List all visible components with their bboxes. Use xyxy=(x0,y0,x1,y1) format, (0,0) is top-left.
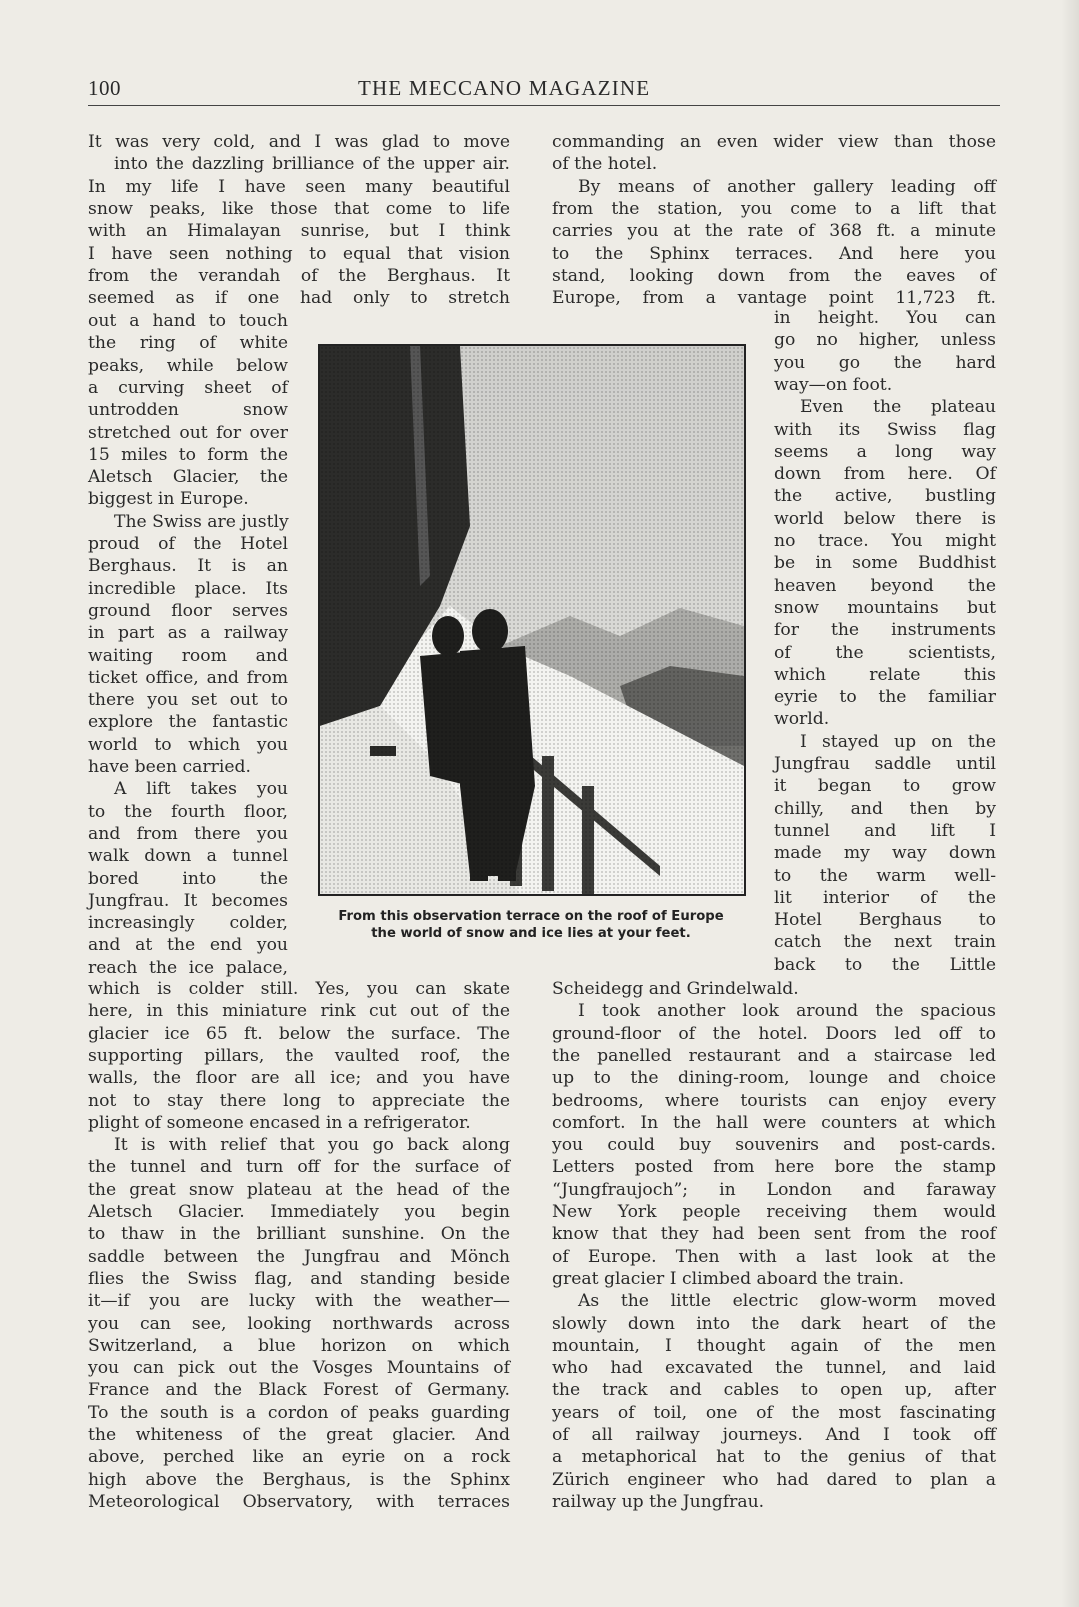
text-line: up to the dining-room, lounge and choice xyxy=(552,1068,996,1089)
text-line: Jungfrau saddle until xyxy=(774,754,996,774)
text-line: and at the end you xyxy=(88,935,288,956)
text-line: bored into the xyxy=(88,868,288,889)
text-line: which is colder still. Yes, you can skate xyxy=(88,979,510,999)
text-line: with an Himalayan sunrise, but I think xyxy=(88,221,510,242)
text-line: tunnel and lift I xyxy=(774,820,996,841)
text-line: bedrooms, where tourists can enjoy every xyxy=(552,1090,996,1111)
text-line: you go the hard xyxy=(774,352,996,373)
text-line: years of toil, one of the most fascinating xyxy=(552,1402,996,1423)
text-line: you can pick out the Vosges Mountains of xyxy=(88,1358,510,1379)
text-line: and from there you xyxy=(88,823,288,844)
text-line: New York people receiving them would xyxy=(552,1202,996,1222)
text-line: there you set out to xyxy=(88,690,288,711)
text-line: “Jungfraujoch”; in London and faraway xyxy=(552,1179,996,1200)
text-line: I have seen nothing to equal that vision xyxy=(88,243,510,264)
text-line: from the verandah of the Berghaus. It xyxy=(88,265,510,286)
text-line: flies the Swiss flag, and standing beside xyxy=(88,1268,510,1289)
text-line: who had excavated the tunnel, and laid xyxy=(552,1358,996,1379)
text-line: A lift takes you xyxy=(114,779,288,800)
text-line: be in some Buddhist xyxy=(774,553,996,574)
text-line: incredible place. Its xyxy=(88,578,288,599)
text-line: to the fourth floor, xyxy=(88,801,288,822)
text-line: in height. You can xyxy=(774,308,996,328)
text-line: great glacier I climbed aboard the train. xyxy=(552,1268,905,1289)
text-line: seemed as if one had only to stretch xyxy=(88,288,510,309)
text-line: Jungfrau. It becomes xyxy=(88,890,288,911)
photo-caption xyxy=(300,908,762,942)
text-line: the active, bustling xyxy=(774,486,996,507)
text-line: slowly down into the dark heart of the xyxy=(552,1313,996,1334)
text-line: the track and cables to open up, after xyxy=(552,1380,996,1401)
text-line: with its Swiss flag xyxy=(774,419,996,440)
text-line: it—if you are lucky with the weather— xyxy=(88,1291,510,1312)
text-line: It is with relief that you go back along xyxy=(114,1135,510,1156)
caption-line-1: From this observation terrace on the roof of Europe xyxy=(338,909,724,924)
text-line: chilly, and then by xyxy=(774,798,996,819)
text-line: to the warm well- xyxy=(774,865,996,886)
text-line: peaks, while below xyxy=(88,355,288,376)
text-line: back to the Little xyxy=(774,954,996,975)
text-line: I took another look around the spacious xyxy=(578,1001,996,1022)
text-line: know that they had been sent from the roof xyxy=(552,1224,996,1245)
text-line: here, in this miniature rink cut out of the xyxy=(88,1001,510,1022)
text-line: in part as a railway xyxy=(88,623,288,644)
observation-terrace-photo xyxy=(318,344,746,896)
text-line: have been carried. xyxy=(88,757,251,777)
text-line: Letters posted from here bore the stamp xyxy=(552,1157,996,1178)
text-line: to thaw in the brilliant sunshine. On the xyxy=(88,1224,510,1245)
text-line: catch the next train xyxy=(774,932,996,953)
text-line: the ring of white xyxy=(88,333,288,354)
text-line: lit interior of the xyxy=(774,887,996,908)
text-line: seems a long way xyxy=(774,441,996,462)
text-line: from the station, you come to a lift that xyxy=(552,198,996,219)
text-line: walk down a tunnel xyxy=(88,846,288,867)
text-line: waiting room and xyxy=(88,645,288,666)
text-line: mountain, I thought again of the men xyxy=(552,1335,996,1356)
text-line: As the little electric glow-worm moved xyxy=(578,1291,996,1312)
text-line: France and the Black Forest of Germany. xyxy=(88,1380,510,1401)
text-line: comfort. In the hall were counters at which xyxy=(552,1112,996,1133)
text-line: it began to grow xyxy=(774,776,996,797)
text-line: Switzerland, a blue horizon on which xyxy=(88,1335,510,1356)
text-line: which relate this xyxy=(774,664,996,685)
text-line: By means of another gallery leading off xyxy=(578,176,996,197)
text-line: Scheidegg and Grindelwald. xyxy=(552,979,799,999)
text-line: I stayed up on the xyxy=(800,731,996,752)
text-line: Aletsch Glacier. Immediately you begin xyxy=(88,1202,510,1222)
text-line: into the dazzling brilliance of the upper air. xyxy=(114,154,510,175)
text-line: you could buy souvenirs and post-cards. xyxy=(552,1135,996,1156)
text-line: biggest in Europe. xyxy=(88,489,249,510)
text-line: saddle between the Jungfrau and Mönch xyxy=(88,1246,510,1267)
text-line: of all railway journeys. And I took off xyxy=(552,1425,996,1445)
text-line: explore the fantastic xyxy=(88,712,288,733)
text-line: increasingly colder, xyxy=(88,913,288,934)
text-line: Hotel Berghaus to xyxy=(774,910,996,931)
text-line: 15 miles to form the xyxy=(88,444,288,465)
text-line: proud of the Hotel xyxy=(88,534,288,554)
text-line: commanding an even wider view than those xyxy=(552,132,996,152)
text-line: stand, looking down from the eaves of xyxy=(552,265,996,286)
text-line: high above the Berghaus, is the Sphinx xyxy=(88,1469,510,1490)
text-line: the great snow plateau at the head of the xyxy=(88,1179,510,1200)
text-line: carries you at the rate of 368 ft. a minute xyxy=(552,221,996,242)
text-line: eyrie to the familiar xyxy=(774,687,996,708)
text-line: walls, the floor are all ice; and you have xyxy=(88,1068,510,1089)
text-line: made my way down xyxy=(774,843,996,864)
text-line: snow mountains but xyxy=(774,597,996,618)
caption-line-2: the world of snow and ice lies at your feet. xyxy=(371,926,691,941)
text-line: Berghaus. It is an xyxy=(88,556,288,577)
text-line: heaven beyond the xyxy=(774,575,996,596)
magazine-title: THE MECCANO MAGAZINE xyxy=(358,76,651,100)
page-header xyxy=(88,76,1000,106)
text-line: glacier ice 65 ft. below the surface. The xyxy=(88,1023,510,1044)
text-line: railway up the Jungfrau. xyxy=(552,1491,765,1512)
text-line: reach the ice palace, xyxy=(88,957,288,978)
text-line: go no higher, unless xyxy=(774,330,996,351)
text-line: ground-floor of the hotel. Doors led off to xyxy=(552,1023,996,1044)
text-line: of the scientists, xyxy=(774,642,996,663)
text-line: a metaphorical hat to the genius of that xyxy=(552,1447,996,1468)
text-line: world. xyxy=(774,709,830,730)
text-line: plight of someone encased in a refrigerator. xyxy=(88,1112,471,1133)
page-edge-shadow xyxy=(1061,0,1079,1607)
text-line: world to which you xyxy=(88,734,288,755)
text-line: no trace. You might xyxy=(774,531,996,551)
text-line: It was very cold, and I was glad to move xyxy=(88,132,510,152)
text-line: supporting pillars, the vaulted roof, the xyxy=(88,1045,510,1066)
text-line: of the hotel. xyxy=(552,154,658,175)
text-line: untrodden snow xyxy=(88,400,288,421)
text-line: a curving sheet of xyxy=(88,377,288,398)
text-line: for the instruments xyxy=(774,620,996,641)
text-line: ground floor serves xyxy=(88,600,288,621)
page-number: 100 xyxy=(88,76,121,100)
text-line: the tunnel and turn off for the surface of xyxy=(88,1157,510,1178)
text-line: of Europe. Then with a last look at the xyxy=(552,1246,996,1267)
text-line: To the south is a cordon of peaks guarding xyxy=(88,1402,510,1423)
text-line: the panelled restaurant and a staircase led xyxy=(552,1045,996,1066)
text-line: way—on foot. xyxy=(774,374,893,395)
text-line: ticket office, and from xyxy=(88,667,288,688)
text-line: Even the plateau xyxy=(800,397,996,418)
text-line: In my life I have seen many beautiful xyxy=(88,176,510,197)
text-line: Europe, from a vantage point 11,723 ft. xyxy=(552,288,996,309)
text-line: The Swiss are justly xyxy=(114,511,289,532)
text-line: down from here. Of xyxy=(774,464,996,485)
text-line: Zürich engineer who had dared to plan a xyxy=(552,1469,996,1490)
text-line: not to stay there long to appreciate the xyxy=(88,1090,510,1111)
text-line: you can see, looking northwards across xyxy=(88,1313,510,1334)
photo-illustration xyxy=(320,346,744,894)
text-line: Meteorological Observatory, with terraces xyxy=(88,1491,510,1512)
header-rule xyxy=(88,105,1000,106)
text-line: snow peaks, like those that come to life xyxy=(88,198,510,219)
text-line: Aletsch Glacier, the xyxy=(88,467,288,488)
text-line: above, perched like an eyrie on a rock xyxy=(88,1447,510,1468)
text-line: out a hand to touch xyxy=(88,311,288,331)
text-line: world below there is xyxy=(774,508,996,529)
text-line: stretched out for over xyxy=(88,422,288,443)
text-line: the whiteness of the great glacier. And xyxy=(88,1425,510,1445)
text-line: to the Sphinx terraces. And here you xyxy=(552,243,996,264)
